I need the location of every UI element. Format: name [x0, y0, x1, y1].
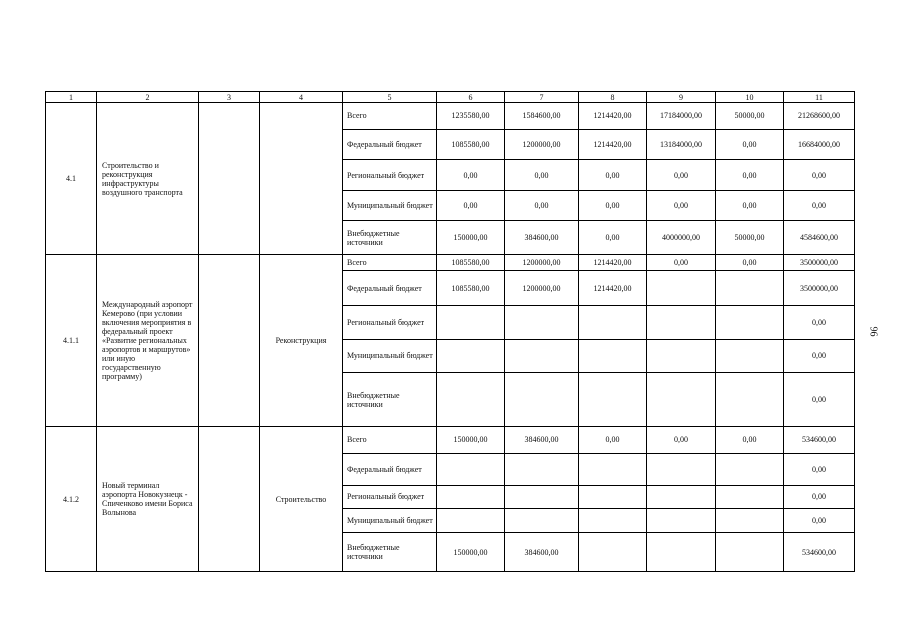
amount-cell	[716, 305, 784, 339]
funding-source: Всего	[343, 103, 437, 129]
amount-cell: 3500000,00	[784, 271, 855, 306]
amount-cell	[505, 453, 579, 486]
amount-cell: 0,00	[716, 190, 784, 221]
amount-cell: 0,00	[784, 508, 855, 532]
amount-cell	[647, 508, 716, 532]
section-code: 4.1.2	[46, 427, 97, 572]
empty-cell	[199, 103, 260, 255]
amount-cell	[716, 271, 784, 306]
funding-source: Муниципальный бюджет	[343, 508, 437, 532]
amount-cell: 1214420,00	[579, 255, 647, 271]
amount-cell: 384600,00	[505, 221, 579, 255]
section-activity: Реконструкция	[260, 255, 343, 427]
amount-cell	[579, 305, 647, 339]
amount-cell	[647, 486, 716, 508]
column-number: 4	[260, 92, 343, 103]
amount-cell	[647, 373, 716, 427]
funding-source: Всего	[343, 427, 437, 453]
amount-cell: 50000,00	[716, 103, 784, 129]
header-row	[46, 92, 855, 103]
amount-cell: 534600,00	[784, 533, 855, 572]
amount-cell: 0,00	[505, 190, 579, 221]
amount-cell: 50000,00	[716, 221, 784, 255]
amount-cell: 0,00	[784, 453, 855, 486]
funding-source: Федеральный бюджет	[343, 271, 437, 306]
amount-cell: 0,00	[716, 255, 784, 271]
funding-source: Муниципальный бюджет	[343, 190, 437, 221]
amount-cell	[505, 508, 579, 532]
amount-cell: 150000,00	[437, 221, 505, 255]
amount-cell	[437, 305, 505, 339]
amount-cell: 0,00	[784, 486, 855, 508]
amount-cell: 0,00	[437, 190, 505, 221]
amount-cell	[437, 339, 505, 373]
amount-cell	[716, 453, 784, 486]
amount-cell	[505, 486, 579, 508]
amount-cell	[579, 508, 647, 532]
amount-cell: 1584600,00	[505, 103, 579, 129]
column-number: 11	[784, 92, 855, 103]
column-number: 8	[579, 92, 647, 103]
amount-cell: 0,00	[579, 160, 647, 191]
amount-cell: 150000,00	[437, 533, 505, 572]
amount-cell	[505, 305, 579, 339]
amount-cell	[647, 453, 716, 486]
section-activity: Строительство	[260, 427, 343, 572]
amount-cell	[647, 339, 716, 373]
column-number: 10	[716, 92, 784, 103]
amount-cell: 4000000,00	[647, 221, 716, 255]
section-name: Новый терминал аэропорта Новокузнецк - Спиченково имени Бориса Волынова	[97, 427, 199, 572]
amount-cell: 0,00	[647, 255, 716, 271]
amount-cell: 0,00	[647, 427, 716, 453]
amount-cell	[716, 508, 784, 532]
amount-cell: 0,00	[505, 160, 579, 191]
amount-cell: 534600,00	[784, 427, 855, 453]
amount-cell: 0,00	[579, 221, 647, 255]
amount-cell	[579, 339, 647, 373]
amount-cell: 1214420,00	[579, 103, 647, 129]
amount-cell	[716, 533, 784, 572]
empty-cell	[199, 255, 260, 427]
amount-cell	[505, 339, 579, 373]
section-code: 4.1	[46, 103, 97, 255]
amount-cell	[579, 486, 647, 508]
amount-cell: 0,00	[784, 190, 855, 221]
section-name: Международный аэропорт Кемерово (при условии включения мероприятия в федеральный проект «Развитие региональных аэропортов и маршрутов» или иную государственную программу)	[97, 255, 199, 427]
amount-cell: 0,00	[647, 190, 716, 221]
amount-cell: 1200000,00	[505, 271, 579, 306]
amount-cell	[579, 533, 647, 572]
amount-cell: 0,00	[784, 373, 855, 427]
column-number: 1	[46, 92, 97, 103]
amount-cell	[716, 373, 784, 427]
funding-source: Региональный бюджет	[343, 486, 437, 508]
funding-source: Региональный бюджет	[343, 160, 437, 191]
funding-source: Федеральный бюджет	[343, 129, 437, 160]
amount-cell: 1200000,00	[505, 129, 579, 160]
funding-source: Внебюджетные источники	[343, 373, 437, 427]
amount-cell: 0,00	[716, 160, 784, 191]
funding-source: Внебюджетные источники	[343, 221, 437, 255]
amount-cell	[437, 508, 505, 532]
amount-cell: 3500000,00	[784, 255, 855, 271]
amount-cell	[505, 373, 579, 427]
amount-cell: 1214420,00	[579, 271, 647, 306]
amount-cell: 17184000,00	[647, 103, 716, 129]
column-number: 6	[437, 92, 505, 103]
amount-cell	[579, 453, 647, 486]
amount-cell: 16684000,00	[784, 129, 855, 160]
amount-cell	[716, 339, 784, 373]
amount-cell: 150000,00	[437, 427, 505, 453]
amount-cell	[579, 373, 647, 427]
amount-cell: 1200000,00	[505, 255, 579, 271]
amount-cell	[437, 453, 505, 486]
column-number: 3	[199, 92, 260, 103]
amount-cell: 0,00	[579, 427, 647, 453]
table-row	[46, 255, 855, 271]
column-number: 7	[505, 92, 579, 103]
funding-source: Федеральный бюджет	[343, 453, 437, 486]
amount-cell: 384600,00	[505, 427, 579, 453]
amount-cell: 4584600,00	[784, 221, 855, 255]
amount-cell: 0,00	[784, 160, 855, 191]
budget-table	[45, 91, 855, 572]
section-code: 4.1.1	[46, 255, 97, 427]
empty-cell	[199, 427, 260, 572]
amount-cell: 0,00	[579, 190, 647, 221]
funding-source: Муниципальный бюджет	[343, 339, 437, 373]
amount-cell: 1085580,00	[437, 255, 505, 271]
amount-cell: 1085580,00	[437, 271, 505, 306]
amount-cell	[716, 486, 784, 508]
amount-cell: 0,00	[716, 427, 784, 453]
amount-cell: 384600,00	[505, 533, 579, 572]
amount-cell	[647, 305, 716, 339]
funding-source: Региональный бюджет	[343, 305, 437, 339]
section-name: Строительство и реконструкция инфраструктуры воздушного транспорта	[97, 103, 199, 255]
amount-cell	[437, 486, 505, 508]
amount-cell: 0,00	[784, 339, 855, 373]
funding-source: Всего	[343, 255, 437, 271]
amount-cell: 1214420,00	[579, 129, 647, 160]
amount-cell: 13184000,00	[647, 129, 716, 160]
column-number: 2	[97, 92, 199, 103]
amount-cell: 21268600,00	[784, 103, 855, 129]
amount-cell	[647, 533, 716, 572]
table-row	[46, 103, 855, 129]
section-activity	[260, 103, 343, 255]
amount-cell: 0,00	[437, 160, 505, 191]
amount-cell: 0,00	[716, 129, 784, 160]
column-number: 9	[647, 92, 716, 103]
amount-cell: 0,00	[784, 305, 855, 339]
amount-cell: 0,00	[647, 160, 716, 191]
page-number: 96	[867, 326, 879, 337]
amount-cell	[647, 271, 716, 306]
table-row	[46, 427, 855, 453]
amount-cell: 1235580,00	[437, 103, 505, 129]
column-number: 5	[343, 92, 437, 103]
funding-source: Внебюджетные источники	[343, 533, 437, 572]
amount-cell	[437, 373, 505, 427]
amount-cell: 1085580,00	[437, 129, 505, 160]
